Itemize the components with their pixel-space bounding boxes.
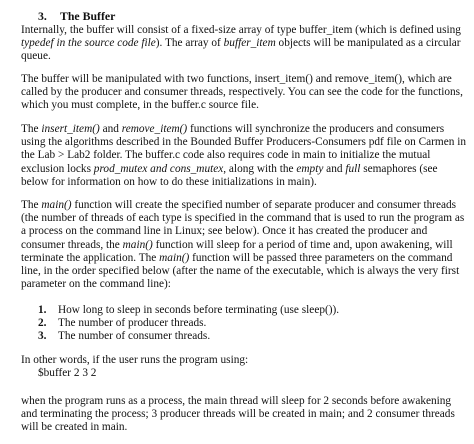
text-run: The buffer will be manipulated with two functions, insert_item() and remove_item(), which are called by the producer and consumer threads, respectively. You can see the code for the functions, which you must complete, in the buffer.c source file. bbox=[21, 73, 463, 112]
paragraph-4 bbox=[21, 199, 467, 291]
text-run: functions will synchronize the producers and consumers using the algorithms described in the Bounded Buffer Producers-Consumers pdf file on Carmen in the Lab > Lab2 folder. The buffer.c code also requires code in main to initialize the mutual exclusion locks bbox=[21, 123, 466, 175]
italic-text: insert_item() bbox=[41, 123, 100, 135]
italic-text: remove_item() bbox=[121, 123, 188, 135]
list-item-number: 3. bbox=[38, 330, 47, 343]
text-run: The bbox=[21, 199, 42, 211]
paragraph-3 bbox=[21, 123, 467, 189]
italic-text: buffer_item bbox=[223, 37, 276, 50]
section-number: 3. bbox=[38, 9, 47, 23]
text-run: function will create the specified number of separate producer and consumer threads (the number of threads of each type is specified in the command that is used to run the program as a process on the command line in Linux; see below). Once it has created the producer and consumer threads, the bbox=[21, 199, 465, 251]
text-run: and bbox=[99, 123, 122, 135]
example-command: $buffer 2 3 2 bbox=[38, 367, 97, 379]
italic-text: main() bbox=[122, 238, 153, 251]
paragraph-text bbox=[21, 123, 467, 189]
paragraph-text bbox=[21, 24, 467, 64]
text-run: function will sleep for a period of time and, upon awakening, will terminate the application. The bbox=[21, 238, 453, 264]
italic-text: main() bbox=[159, 251, 190, 264]
text-run: , along with the bbox=[223, 162, 297, 175]
text-run: The bbox=[21, 123, 42, 135]
italic-text: empty bbox=[296, 162, 324, 175]
paragraph-text bbox=[21, 73, 467, 113]
list-item-text: How long to sleep in seconds before terminating (use sleep()). bbox=[58, 304, 340, 316]
parameter-list bbox=[38, 304, 458, 344]
text-run: Internally, the buffer will consist of a fixed-size array of type buffer_item (which is defined using bbox=[21, 24, 461, 36]
paragraph-1 bbox=[21, 24, 467, 64]
list-item-number: 1. bbox=[38, 304, 47, 316]
text-run: semaphores (see below for information on how to do these initializations in main). bbox=[21, 162, 438, 188]
italic-text: typedef in the source code file bbox=[21, 37, 156, 50]
list-item-number: 2. bbox=[38, 317, 47, 330]
list-item-text: The number of producer threads. bbox=[58, 317, 207, 330]
section-title: The Buffer bbox=[60, 9, 116, 23]
list-item-text: The number of consumer threads. bbox=[58, 330, 211, 343]
list-item bbox=[38, 304, 458, 317]
paragraph-text bbox=[21, 199, 467, 291]
text-run: ). The array of bbox=[155, 37, 224, 50]
italic-text: prod_mutex and cons_mutex bbox=[93, 162, 224, 175]
text-run: function will be passed three parameters on the command line, in the order specified below (after the name of the executable, which is always the very first parameter on the command line): bbox=[21, 251, 460, 291]
italic-text: main() bbox=[41, 199, 72, 211]
text-run: objects will be manipulated as a circular queue. bbox=[21, 37, 461, 63]
paragraph-2 bbox=[21, 73, 467, 113]
text-run: and bbox=[323, 162, 346, 175]
list-item bbox=[38, 330, 458, 343]
closing-paragraph: when the program runs as a process, the main thread will sleep for 2 seconds before awakening and terminating the process; 3 producer threads will be created in main; and 2 consumer threads will be created in main. bbox=[21, 395, 455, 434]
example-intro: In other words, if the user runs the program using: bbox=[21, 354, 249, 366]
section-heading bbox=[38, 10, 115, 23]
list-item bbox=[38, 317, 458, 330]
italic-text: full bbox=[345, 162, 361, 175]
